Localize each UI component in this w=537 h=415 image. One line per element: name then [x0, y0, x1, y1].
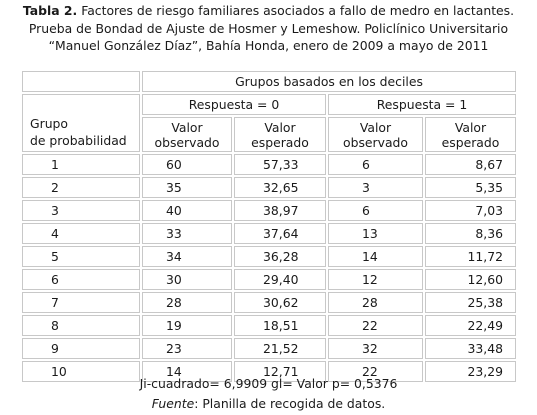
- response-0-header: Respuesta = 0: [142, 94, 326, 115]
- row-header: [22, 94, 140, 152]
- row-group-cell: 9: [22, 338, 140, 359]
- table-row: [22, 223, 516, 244]
- expected-1-cell: 12,60: [425, 269, 516, 290]
- observed-1-cell: 22: [328, 361, 423, 382]
- table-body: [22, 154, 516, 382]
- source-text: : Planilla de recogida de datos.: [194, 396, 386, 411]
- expected-0-cell: 36,28: [234, 246, 326, 267]
- stats-line: Ji-cuadrado= 6,9909 gl= Valor p= 0,5376: [139, 376, 398, 391]
- observed-0-cell: 60: [142, 154, 232, 175]
- expected-0-cell: 18,51: [234, 315, 326, 336]
- expected-1-cell: 23,29: [425, 361, 516, 382]
- row-group-cell: 7: [22, 292, 140, 313]
- table-row: [22, 315, 516, 336]
- expected-1-cell: 22,49: [425, 315, 516, 336]
- observed-1-cell: 3: [328, 177, 423, 198]
- expected-1-cell: 8,67: [425, 154, 516, 175]
- observed-0-cell: 19: [142, 315, 232, 336]
- observed-0-cell: 14: [142, 361, 232, 382]
- row-header-line-1: Grupo: [30, 116, 68, 131]
- source-label: Fuente: [151, 396, 195, 411]
- col-header-expected-0: [234, 117, 326, 152]
- caption-label: Tabla 2.: [22, 3, 78, 18]
- table-row: [22, 292, 516, 313]
- source-note: [0, 396, 537, 411]
- expected-1-cell: 7,03: [425, 200, 516, 221]
- expected-1-cell: 5,35: [425, 177, 516, 198]
- table-row: [22, 154, 516, 175]
- response-1-header: Respuesta = 1: [328, 94, 516, 115]
- row-group-cell: 10: [22, 361, 140, 382]
- col-header-line: Valor: [454, 119, 487, 135]
- observed-0-cell: 28: [142, 292, 232, 313]
- observed-1-cell: 13: [328, 223, 423, 244]
- row-group-cell: 1: [22, 154, 140, 175]
- observed-0-cell: 23: [142, 338, 232, 359]
- col-header-line: Valor: [359, 119, 392, 135]
- col-header-line: esperado: [441, 134, 500, 150]
- table-row: [22, 177, 516, 198]
- expected-0-cell: 57,33: [234, 154, 326, 175]
- header-blank-cell: [22, 71, 140, 92]
- expected-1-cell: 11,72: [425, 246, 516, 267]
- row-group-cell: 6: [22, 269, 140, 290]
- observed-1-cell: 6: [328, 154, 423, 175]
- col-header-expected-1: [425, 117, 516, 152]
- observed-1-cell: 6: [328, 200, 423, 221]
- row-group-cell: 8: [22, 315, 140, 336]
- row-group-cell: 5: [22, 246, 140, 267]
- expected-0-cell: 32,65: [234, 177, 326, 198]
- col-header-line: esperado: [251, 134, 309, 150]
- row-header-line-2: de probabilidad: [30, 133, 127, 148]
- col-header-line: Valor: [264, 119, 296, 135]
- observed-0-cell: 30: [142, 269, 232, 290]
- observed-0-cell: 35: [142, 177, 232, 198]
- col-header-observed-1: [328, 117, 423, 152]
- col-header-line: observado: [343, 134, 408, 150]
- col-header-line: observado: [154, 134, 220, 150]
- observed-1-cell: 32: [328, 338, 423, 359]
- row-group-cell: 3: [22, 200, 140, 221]
- caption-text-1: Factores de riesgo familiares asociados a fallo de medro en lactantes.: [77, 3, 515, 18]
- observed-1-cell: 28: [328, 292, 423, 313]
- expected-1-cell: 33,48: [425, 338, 516, 359]
- caption-line-1: [0, 2, 537, 20]
- expected-1-cell: 8,36: [425, 223, 516, 244]
- expected-0-cell: 38,97: [234, 200, 326, 221]
- caption-line-2: Prueba de Bondad de Ajuste de Hosmer y Lemeshow. Policlínico Universitario: [28, 20, 509, 36]
- expected-0-cell: 37,64: [234, 223, 326, 244]
- table-caption: [0, 2, 537, 55]
- observed-1-cell: 12: [328, 269, 423, 290]
- caption-line-3: “Manuel González Díaz”, Bahía Honda, enero de 2009 a mayo de 2011: [48, 38, 489, 53]
- observed-0-cell: 40: [142, 200, 232, 221]
- table-row: [22, 200, 516, 221]
- observed-0-cell: 34: [142, 246, 232, 267]
- group-header: Grupos basados en los deciles: [142, 71, 516, 92]
- col-header-observed-0: [142, 117, 232, 152]
- table-row: [22, 338, 516, 359]
- expected-0-cell: 12,71: [234, 361, 326, 382]
- row-group-cell: 2: [22, 177, 140, 198]
- expected-1-cell: 25,38: [425, 292, 516, 313]
- table-row: [22, 269, 516, 290]
- observed-0-cell: 33: [142, 223, 232, 244]
- col-header-line: Valor: [171, 119, 203, 135]
- data-table: [20, 69, 518, 384]
- expected-0-cell: 21,52: [234, 338, 326, 359]
- expected-0-cell: 30,62: [234, 292, 326, 313]
- observed-1-cell: 22: [328, 315, 423, 336]
- row-group-cell: 4: [22, 223, 140, 244]
- observed-1-cell: 14: [328, 246, 423, 267]
- table-row: [22, 246, 516, 267]
- expected-0-cell: 29,40: [234, 269, 326, 290]
